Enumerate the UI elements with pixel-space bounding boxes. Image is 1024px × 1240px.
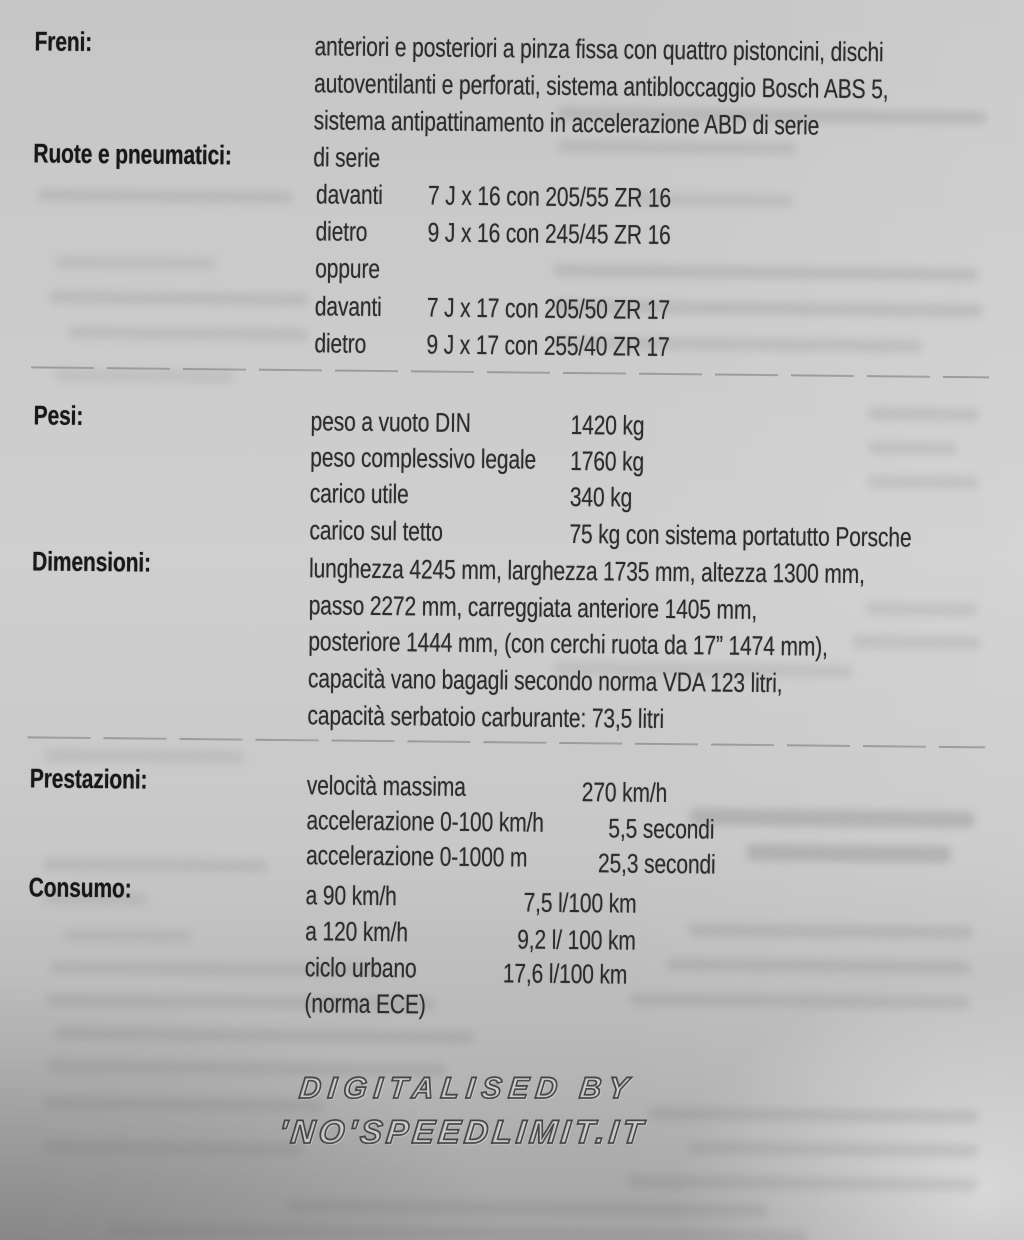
bleedthrough-mark <box>867 441 957 455</box>
prestazioni-row2-label: accelerazione 0-100 km/h <box>306 805 544 838</box>
ruote-rear2-value: 9 J x 17 con 255/40 ZR 17 <box>426 329 670 363</box>
dimensioni-line-2: passo 2272 mm, carreggiata anteriore 1405 mm, <box>308 590 758 625</box>
ruote-front1-value: 7 J x 16 con 205/55 ZR 16 <box>427 180 672 214</box>
section-divider <box>27 736 985 748</box>
consumo-row2-value: 9,2 l/ 100 km <box>517 924 636 956</box>
ruote-front1-label: davanti <box>315 179 383 211</box>
dimensioni-line-4: capacità vano bagagli secondo norma VDA 123 litri, <box>307 663 783 699</box>
prestazioni-row1-value: 270 km/h <box>581 777 668 809</box>
bleedthrough-mark <box>68 326 308 342</box>
bleedthrough-mark <box>666 958 971 974</box>
watermark-line-1: DIGITALISED BY <box>297 1072 638 1105</box>
pesi-row3-value: 340 kg <box>569 481 633 513</box>
bleedthrough-mark <box>54 369 234 384</box>
prestazioni-row3-value: 25,3 secondi <box>597 848 716 880</box>
pesi-row2-value: 1760 kg <box>570 445 645 477</box>
bleedthrough-mark <box>54 1027 474 1044</box>
consumo-note: (norma ECE) <box>304 988 426 1020</box>
consumo-row2-label: a 120 km/h <box>305 916 409 948</box>
bleedthrough-mark <box>43 857 268 872</box>
watermark-line-2: 'NO'SPEEDLIMIT.IT <box>277 1113 649 1150</box>
bleedthrough-mark <box>556 140 796 156</box>
bleedthrough-mark <box>44 749 244 764</box>
prestazioni-row1-label: velocità massima <box>306 770 466 802</box>
bleedthrough-mark <box>62 929 192 943</box>
consumo-row3-label: ciclo urbano <box>304 952 417 984</box>
pesi-row4-label: carico sul tetto <box>309 515 443 547</box>
pesi-row1-label: peso a vuoto DIN <box>310 406 471 438</box>
bleedthrough-mark <box>55 256 215 271</box>
freni-line-1: anteriori e posteriori a pinza fissa con quattro pistoncini, dischi <box>314 31 884 68</box>
consumo-row3-value: 17,6 l/100 km <box>502 958 628 990</box>
prestazioni-row2-value: 5,5 secondi <box>608 813 715 845</box>
bleedthrough-mark <box>689 808 974 828</box>
bleedthrough-mark <box>851 635 981 649</box>
prestazioni-row3-label: accelerazione 0-1000 m <box>305 840 528 873</box>
section-label-prestazioni: Prestazioni: <box>29 763 148 795</box>
ruote-rear1-value: 9 J x 16 con 245/45 ZR 16 <box>427 217 671 251</box>
bleedthrough-mark <box>49 291 309 307</box>
bleedthrough-mark <box>867 475 979 489</box>
ruote-rear1-label: dietro <box>315 216 368 247</box>
ruote-rear2-label: dietro <box>314 328 367 359</box>
dimensioni-line-3: posteriore 1444 mm, (con cerchi ruota da 17” 1474 mm), <box>308 626 828 662</box>
bleedthrough-mark <box>553 264 978 281</box>
bleedthrough-mark <box>628 1175 978 1192</box>
pesi-row3-label: carico utile <box>309 478 409 510</box>
pesi-row4-value: 75 kg con sistema portatutto Porsche <box>569 518 912 553</box>
section-label-dimensioni: Dimensioni: <box>31 546 152 578</box>
section-label-freni: Freni: <box>34 26 93 57</box>
section-label-pesi: Pesi: <box>33 400 84 431</box>
bleedthrough-mark <box>287 1199 767 1217</box>
bleedthrough-mark <box>866 602 978 616</box>
pesi-row1-value: 1420 kg <box>570 409 645 441</box>
ruote-or-word: oppure <box>315 253 381 284</box>
section-label-ruote: Ruote e pneumatici: <box>33 138 232 171</box>
section-label-consumo: Consumo: <box>28 872 132 904</box>
freni-line-3: sistema antipattinamento in accelerazione ABD di serie <box>313 105 820 141</box>
bleedthrough-mark <box>688 923 973 939</box>
bleedthrough-mark <box>38 188 293 204</box>
watermark <box>156 1072 774 1151</box>
freni-line-2: autoventilanti e perforati, sistema antibloccaggio Bosch ABS 5, <box>313 68 889 105</box>
ruote-front2-value: 7 J x 17 con 205/50 ZR 17 <box>426 292 671 326</box>
dimensioni-line-1: lunghezza 4245 mm, larghezza 1735 mm, altezza 1300 mm, <box>308 553 866 590</box>
bleedthrough-mark <box>630 993 970 1010</box>
bleedthrough-mark <box>746 844 951 863</box>
consumo-row1-value: 7,5 l/100 km <box>523 887 637 919</box>
ruote-front2-label: davanti <box>314 291 382 323</box>
consumo-row1-label: a 90 km/h <box>305 880 397 912</box>
bleedthrough-layer <box>0 0 1024 11</box>
pesi-row2-label: peso complessivo legale <box>310 442 537 475</box>
bleedthrough-mark <box>868 407 980 421</box>
ruote-standard: di serie <box>313 142 381 173</box>
bleedthrough-mark <box>107 1223 807 1240</box>
dimensioni-line-5: capacità serbatoio carburante: 73,5 litri <box>307 700 665 734</box>
